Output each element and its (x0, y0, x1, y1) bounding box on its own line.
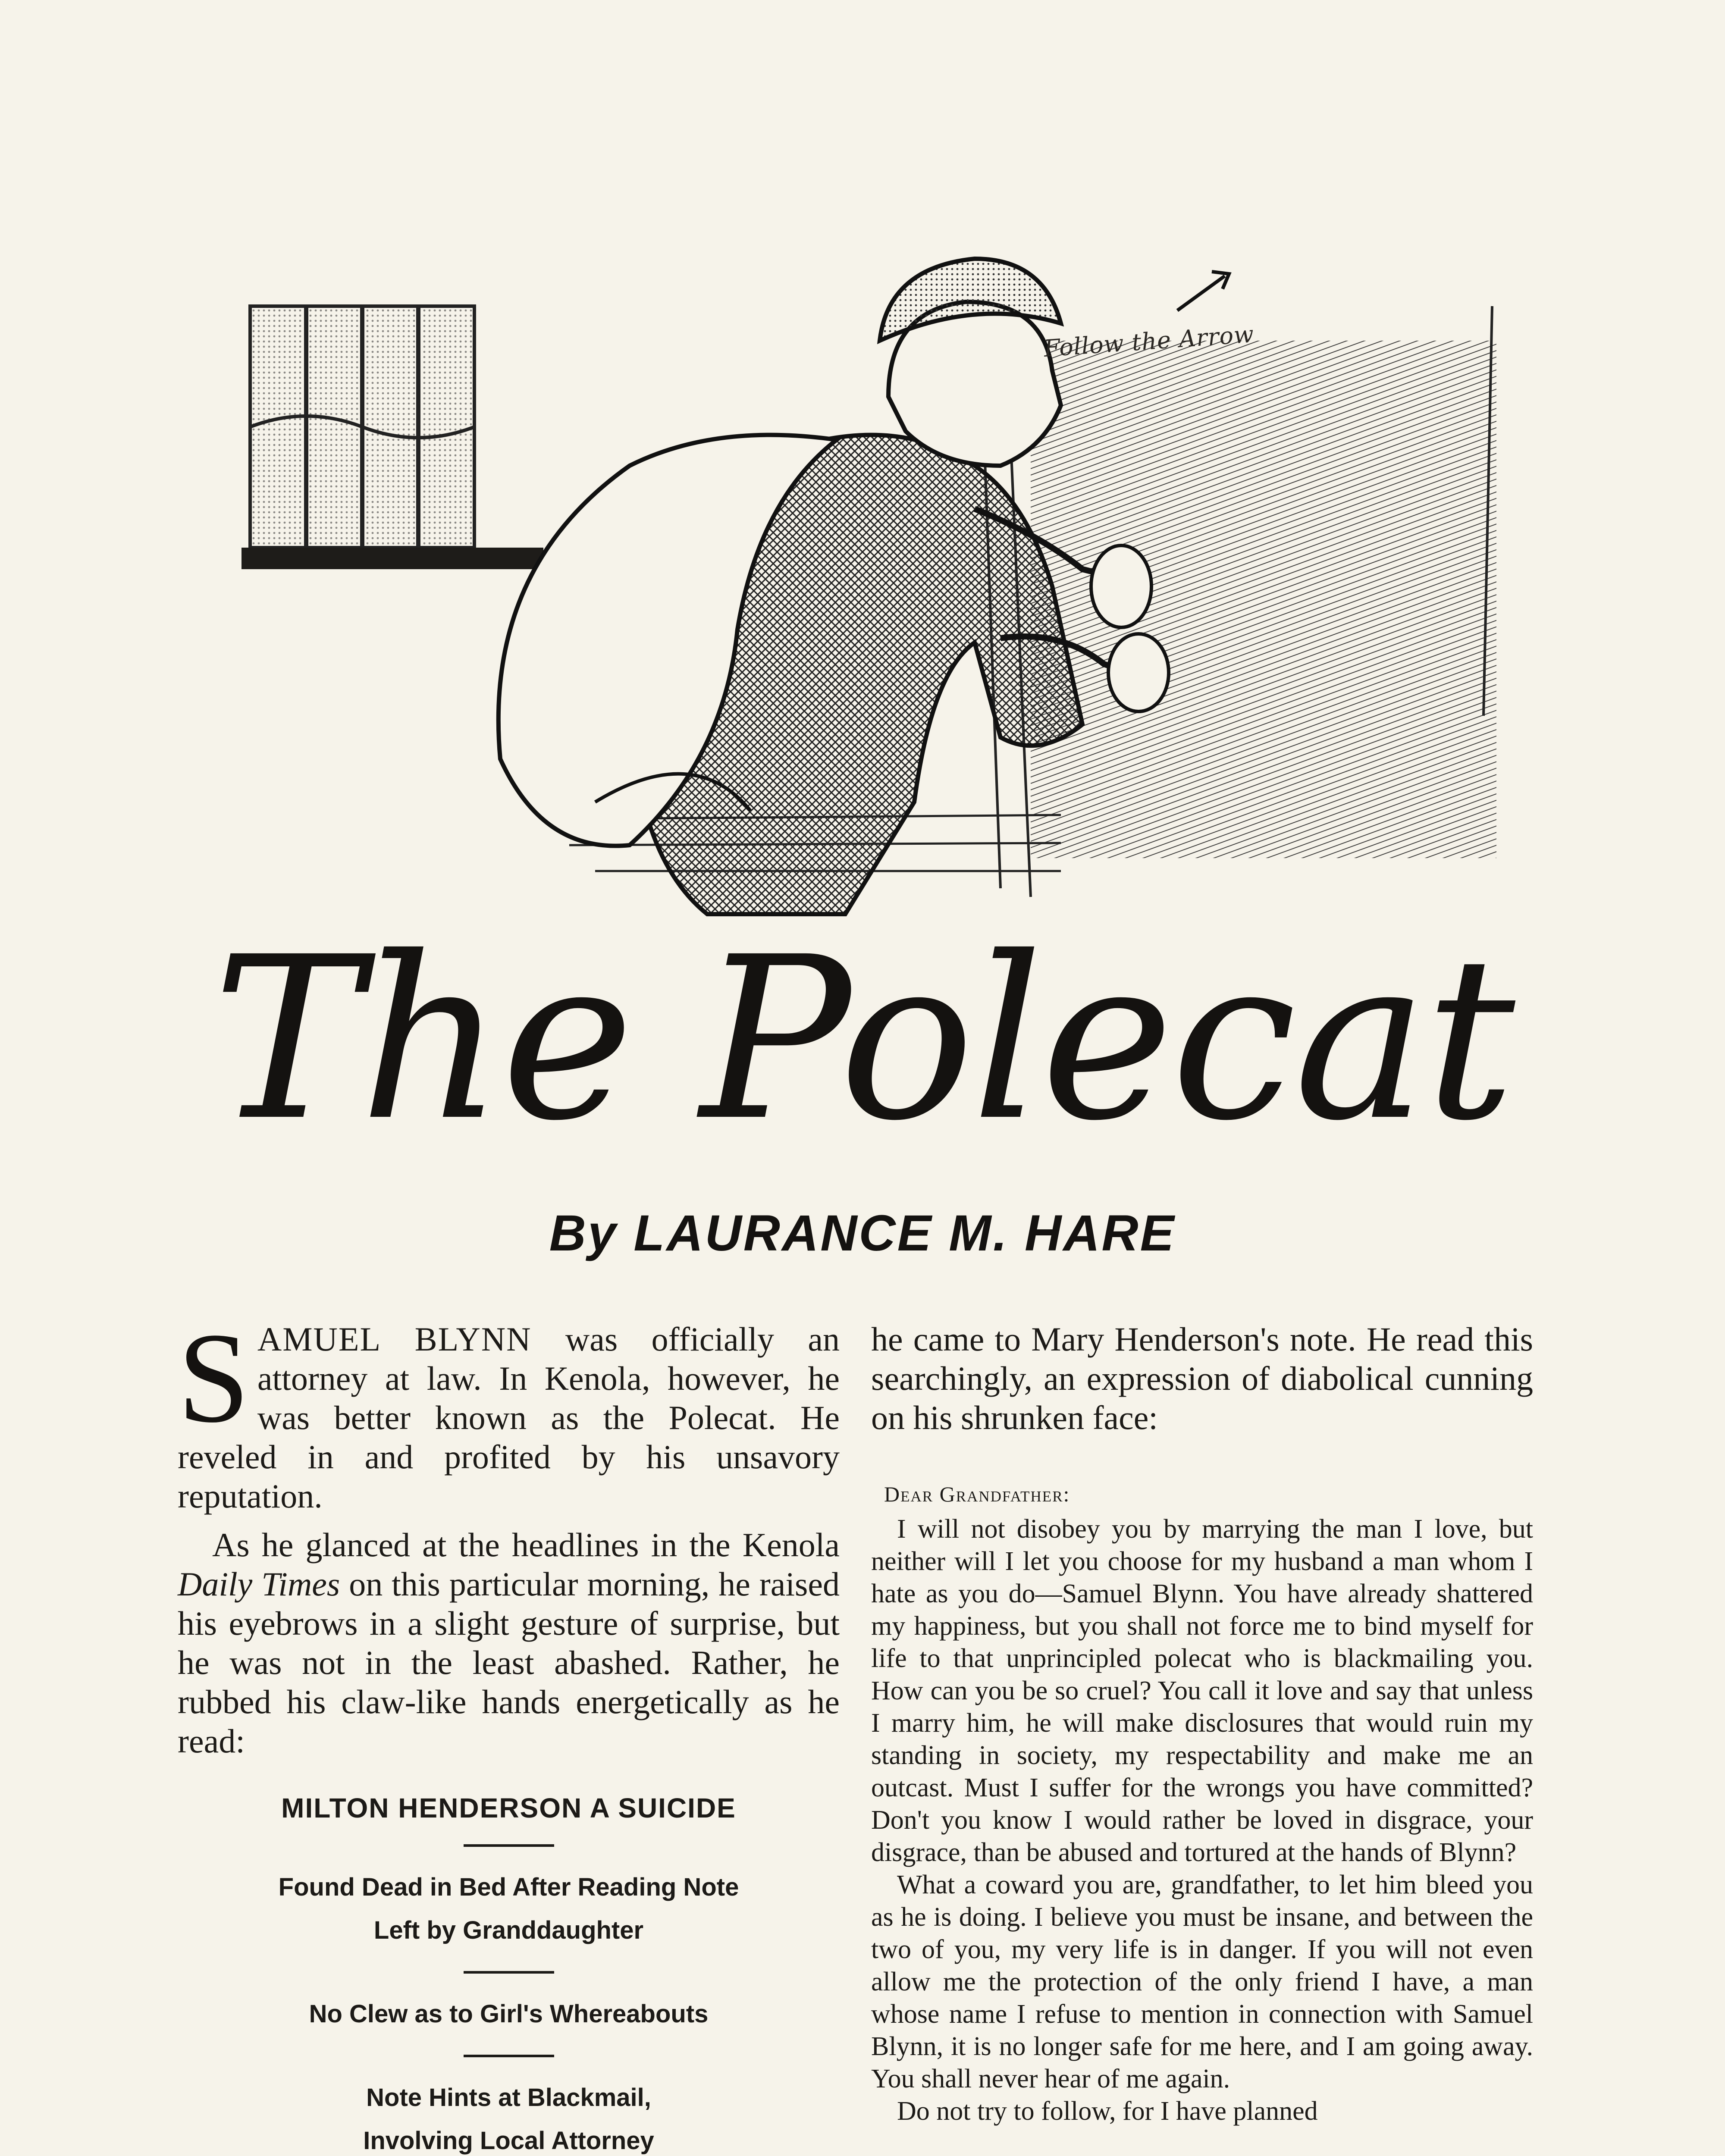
headline-sub-1b: Left by Granddaughter (373, 1916, 644, 1944)
arrow-icon (1177, 272, 1229, 310)
right-paragraph-1: he came to Mary Henderson's note. He read this searchingly, an expression of diabolical cunning on his shrunken face: (871, 1320, 1533, 1436)
right-column (871, 1319, 1533, 2128)
headline-sub-2: No Clew as to Girl's Whereabouts (309, 2000, 709, 2028)
letter-paragraph-1: I will not disobey you by marrying the man I love, but neither will I let you choose for my husband a man whom I hate as you do—Samuel Blynn. You have already shattered my happiness, but you shall not force me to bind myself for life to that unprincipled polecat who is blackmailing you. How can you be so cruel? You call it love and say that unless I marry him, he will make disclosures that would ruin my standing in society, my respectability and make me an outcast. Must I suffer for the wrongs you have committed? Don't you know I would rather be loved in disgrace, your disgrace, than be abused and tortured at the hands of Blynn? (871, 1514, 1533, 1867)
headline-sub-1a: Found Dead in Bed After Reading Note (278, 1873, 739, 1901)
man-with-sack-at-wall-illustration (242, 241, 1509, 918)
story-title: The Polecat (212, 909, 1513, 1170)
window-drawing (242, 306, 543, 569)
headline-divider (464, 2055, 554, 2057)
newspaper-name: Daily Times (178, 1565, 340, 1603)
headline-sub-3a: Note Hints at Blackmail, (366, 2084, 651, 2112)
paragraph-2-part-b: on this particular morning, he raised his eyebrows in a slight gesture of surprise, but he was not in the least abashed. Rather, he rubbed his claw-like hands energetically as he read: (178, 1565, 840, 1760)
headline-sub-3b: Involving Local Attorney (363, 2127, 654, 2155)
headline-divider (464, 1844, 554, 1847)
drop-cap: S (178, 1306, 250, 1449)
byline: By LAURANCE M. HARE (549, 1205, 1176, 1262)
opening-caps: AMUEL BLYNN (257, 1320, 532, 1358)
story-illustration (242, 241, 1509, 918)
illustration-caption: Follow the Arrow (1043, 320, 1255, 362)
paragraph-2-part-a: As he glanced at the headlines in the Kenola (212, 1526, 840, 1564)
left-column (178, 1306, 840, 2156)
paragraph-2 (178, 1525, 840, 1761)
headline-divider (464, 1971, 554, 1974)
letter-salutation: Dear Grandfather: (884, 1482, 1070, 1506)
letter-paragraph-2: What a coward you are, grandfather, to let him bleed you as he is doing. I believe you must be insane, and between the two of you, my very life is in danger. If you will not even allow me the protection of the only friend I have, a man whose name I refuse to mention in connection with Samuel Blynn, it is no longer safe for me here, and I am going away. You shall never hear of me again. (871, 1870, 1533, 2093)
opening-paragraph (178, 1306, 840, 1516)
letter-block (871, 1478, 1533, 2128)
opening-text: was officially an attorney at law. In Kenola, however, he was better known as the Polecat. He reveled in and profited by his unsavory reputation. (178, 1320, 840, 1515)
headline-main: MILTON HENDERSON A SUICIDE (281, 1792, 736, 1824)
letter-paragraph-3: Do not try to follow, for I have planned (897, 2096, 1318, 2126)
newspaper-headlines (178, 1791, 840, 2156)
